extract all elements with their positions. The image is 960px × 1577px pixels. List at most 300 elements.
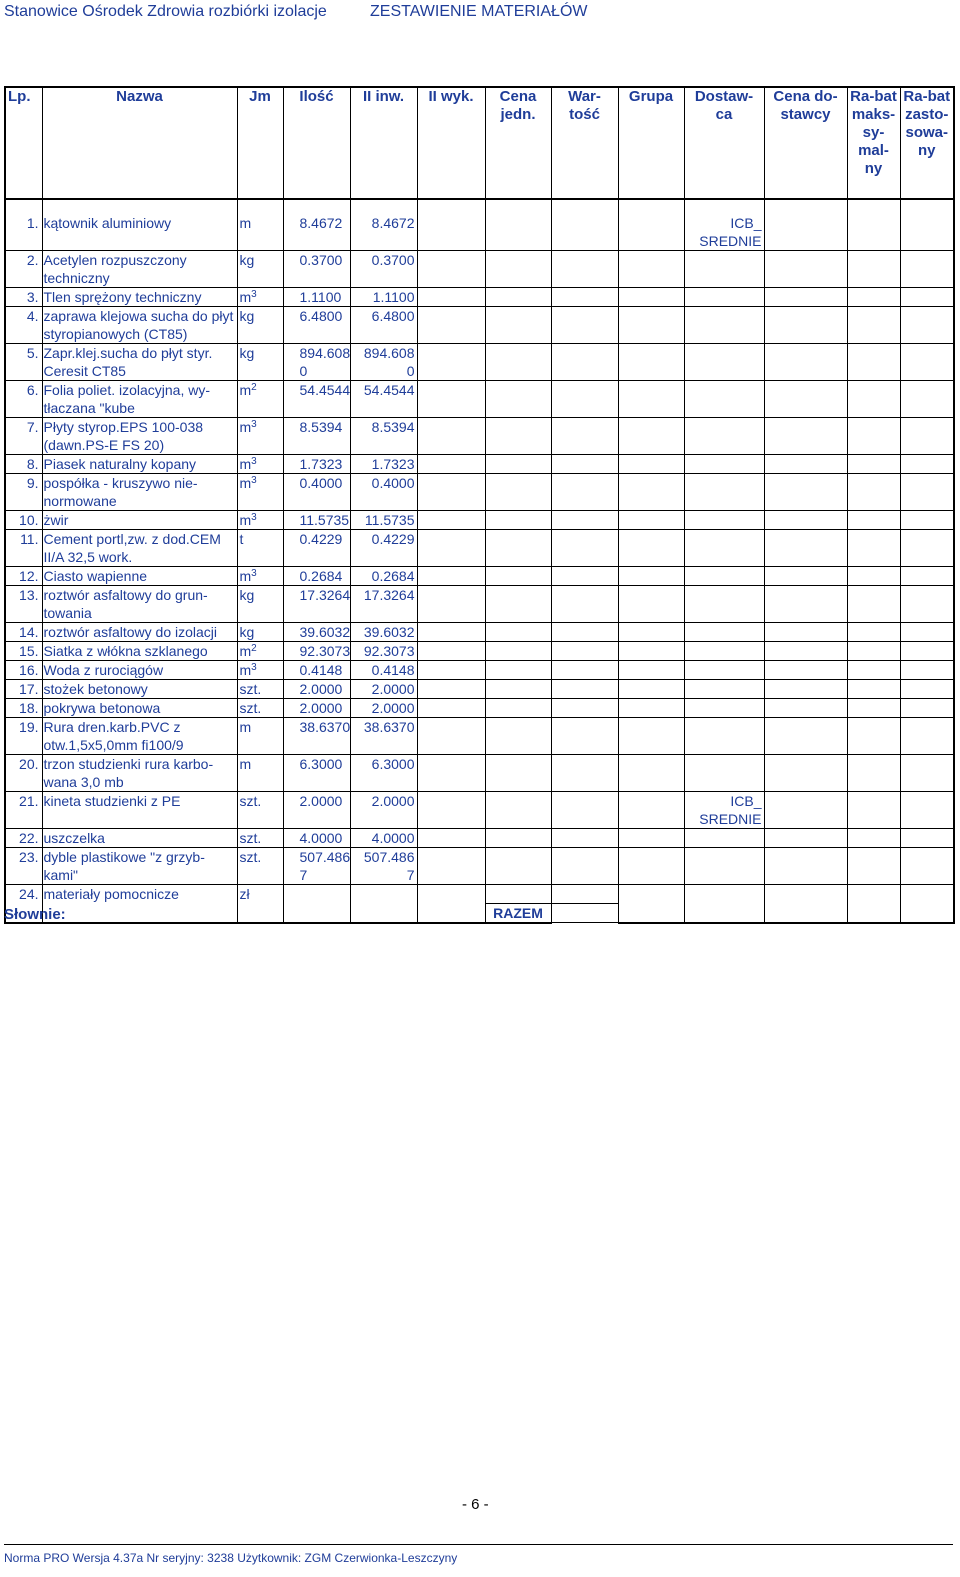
table-row xyxy=(5,307,954,344)
row-rabat-maks xyxy=(847,474,900,511)
row-ii-wyk xyxy=(417,885,485,904)
row-ii-wyk xyxy=(417,829,485,848)
row-qty xyxy=(283,307,350,344)
row-lp-text: 8. xyxy=(26,456,39,472)
table-body xyxy=(5,199,954,923)
row-name xyxy=(42,623,237,642)
row-unit xyxy=(237,511,283,530)
row-name-text: Tlen sprężony techniczny xyxy=(43,289,202,305)
row-unit-text: m xyxy=(239,719,252,735)
row-unit xyxy=(237,288,283,307)
row-unit-text: m xyxy=(239,662,252,678)
materials-table xyxy=(4,86,955,924)
row-ii-inw xyxy=(350,455,417,474)
row-unit-text: kg xyxy=(239,345,255,361)
row-unit xyxy=(237,642,283,661)
row-dostawca xyxy=(684,530,764,567)
row-ii-inw-text: 17.3264 xyxy=(363,587,415,603)
col-header-ii-wyk: II wyk. xyxy=(417,87,485,199)
row-ii-inw-text: 0.4229 xyxy=(371,531,415,547)
row-grupa xyxy=(618,642,684,661)
row-name-text: Folia poliet. izolacyjna, wy-tłaczana "kube xyxy=(43,382,211,416)
row-ii-inw xyxy=(350,885,417,904)
row-rabat-zast xyxy=(900,251,954,288)
row-name xyxy=(42,792,237,829)
row-grupa xyxy=(618,586,684,623)
row-name xyxy=(42,288,237,307)
row-wartosc xyxy=(551,792,618,829)
row-cena-dostawcy xyxy=(764,251,847,288)
row-ii-inw-text: 0.2684 xyxy=(371,568,415,584)
row-rabat-maks xyxy=(847,642,900,661)
row-rabat-zast xyxy=(900,307,954,344)
row-lp xyxy=(5,199,42,251)
row-grupa xyxy=(618,755,684,792)
row-cena-jedn xyxy=(485,792,551,829)
row-name-text: kątownik aluminiowy xyxy=(43,215,172,231)
row-lp-text: 7. xyxy=(26,419,39,435)
row-wartosc xyxy=(551,699,618,718)
row-dostawca xyxy=(684,792,764,829)
row-wartosc xyxy=(551,586,618,623)
row-qty-text: 0.4148 xyxy=(299,662,343,678)
unit-exponent: 3 xyxy=(251,419,257,430)
row-qty xyxy=(283,381,350,418)
row-rabat-maks xyxy=(847,718,900,755)
row-rabat-maks xyxy=(847,381,900,418)
row-dostawca xyxy=(684,567,764,586)
row-rabat-maks xyxy=(847,511,900,530)
row-dostawca xyxy=(684,344,764,381)
table-row xyxy=(5,718,954,755)
row-qty xyxy=(283,418,350,455)
row-grupa xyxy=(618,661,684,680)
row-unit-text: szt. xyxy=(239,793,262,809)
row-lp xyxy=(5,829,42,848)
row-cena-dostawcy xyxy=(764,474,847,511)
row-grupa xyxy=(618,511,684,530)
row-qty-text: 54.4544 xyxy=(299,382,351,398)
row-qty-text: 1.7323 xyxy=(299,456,343,472)
razem-value xyxy=(551,903,618,923)
row-cena-dostawcy xyxy=(764,718,847,755)
row-lp xyxy=(5,381,42,418)
row-rabat-maks xyxy=(847,418,900,455)
row-grupa xyxy=(618,718,684,755)
row-dostawca xyxy=(684,680,764,699)
row-unit xyxy=(237,829,283,848)
row-dostawca xyxy=(684,848,764,885)
row-qty xyxy=(283,567,350,586)
row-cena-jedn xyxy=(485,623,551,642)
row-rabat-maks xyxy=(847,792,900,829)
row-cena-dostawcy xyxy=(764,199,847,251)
row-dostawca xyxy=(684,288,764,307)
row-wartosc xyxy=(551,455,618,474)
row-grupa xyxy=(618,848,684,885)
unit-exponent: 3 xyxy=(251,289,257,300)
table-row xyxy=(5,567,954,586)
row-lp-text: 3. xyxy=(26,289,39,305)
table-row xyxy=(5,199,954,251)
row-rabat-zast xyxy=(900,474,954,511)
row-rabat-zast xyxy=(900,530,954,567)
row-ii-inw xyxy=(350,418,417,455)
row-ii-inw xyxy=(350,307,417,344)
row-rabat-maks xyxy=(847,251,900,288)
row-qty xyxy=(283,829,350,848)
row-ii-inw-text: 11.5735 xyxy=(364,512,415,528)
row-cena-jedn xyxy=(485,418,551,455)
row-dostawca xyxy=(684,699,764,718)
row-ii-wyk xyxy=(417,199,485,251)
row-wartosc xyxy=(551,288,618,307)
row-grupa xyxy=(618,699,684,718)
col-header-ilosc: Ilość xyxy=(283,87,350,199)
row-cena-jedn xyxy=(485,642,551,661)
row-name xyxy=(42,642,237,661)
row-rabat-maks xyxy=(847,288,900,307)
col-header-wartosc: War-tość xyxy=(551,87,618,199)
row-unit-text: m xyxy=(239,289,252,305)
row-qty-text: 0.2684 xyxy=(299,568,343,584)
row-dostawca xyxy=(684,661,764,680)
row-ii-wyk xyxy=(417,307,485,344)
row-rabat-maks xyxy=(847,848,900,885)
row-qty-text: 0.4229 xyxy=(299,531,343,547)
row-unit xyxy=(237,344,283,381)
row-qty xyxy=(283,792,350,829)
row-ii-inw-text: 1.7323 xyxy=(371,456,415,472)
row-qty xyxy=(283,511,350,530)
row-rabat-zast xyxy=(900,792,954,829)
row-ii-inw xyxy=(350,474,417,511)
razem-label: RAZEM xyxy=(485,903,551,923)
row-dostawca xyxy=(684,586,764,623)
row-lp-text: 13. xyxy=(19,587,39,603)
row-rabat-maks xyxy=(847,699,900,718)
row-unit-text: m xyxy=(239,568,252,584)
row-wartosc xyxy=(551,251,618,288)
row-qty xyxy=(283,885,350,904)
row-ii-inw xyxy=(350,623,417,642)
row-cena-dostawcy xyxy=(764,848,847,885)
row-ii-wyk xyxy=(417,530,485,567)
row-wartosc xyxy=(551,829,618,848)
row-unit xyxy=(237,661,283,680)
row-grupa xyxy=(618,251,684,288)
row-rabat-zast xyxy=(900,718,954,755)
row-name xyxy=(42,586,237,623)
row-lp-text: 22. xyxy=(19,830,39,846)
row-ii-inw xyxy=(350,848,417,885)
row-dostawca xyxy=(684,511,764,530)
row-qty xyxy=(283,699,350,718)
row-rabat-zast xyxy=(900,848,954,885)
row-grupa xyxy=(618,288,684,307)
table-row xyxy=(5,474,954,511)
row-unit-text: szt. xyxy=(239,830,262,846)
table-row xyxy=(5,680,954,699)
row-unit xyxy=(237,699,283,718)
row-name-text: zaprawa klejowa sucha do płyt styropianowych (CT85) xyxy=(43,308,234,342)
footer-software-info: Norma PRO Wersja 4.37a Nr seryjny: 3238 Użytkownik: ZGM Czerwionka-Leszczyny xyxy=(4,1551,458,1565)
unit-exponent: 2 xyxy=(251,382,257,393)
row-unit xyxy=(237,718,283,755)
row-rabat-zast xyxy=(900,699,954,718)
row-unit xyxy=(237,586,283,623)
col-header-rabat-maks: Ra-bat maks-sy-mal-ny xyxy=(847,87,900,199)
row-cena-dostawcy xyxy=(764,642,847,661)
row-lp-text: 23. xyxy=(19,849,39,865)
row-dostawca xyxy=(684,755,764,792)
row-ii-wyk xyxy=(417,699,485,718)
row-cena-dostawcy xyxy=(764,307,847,344)
row-cena-dostawcy xyxy=(764,680,847,699)
row-ii-wyk xyxy=(417,474,485,511)
row-grupa xyxy=(618,199,684,251)
row-grupa xyxy=(618,885,684,904)
report-title: ZESTAWIENIE MATERIAŁÓW xyxy=(370,3,588,20)
row-cena-dostawcy xyxy=(764,699,847,718)
row-name xyxy=(42,418,237,455)
row-cena-jedn xyxy=(485,288,551,307)
row-ii-inw-text: 507.486 7 xyxy=(363,849,415,883)
col-header-cena-jedn: Cena jedn. xyxy=(485,87,551,199)
row-rabat-maks xyxy=(847,455,900,474)
row-ii-inw-text: 1.1100 xyxy=(372,289,415,305)
row-dostawca xyxy=(684,251,764,288)
row-qty xyxy=(283,680,350,699)
row-grupa xyxy=(618,530,684,567)
row-unit-text: szt. xyxy=(239,849,262,865)
row-qty-text: 0.3700 xyxy=(299,252,343,268)
row-rabat-maks xyxy=(847,567,900,586)
row-ii-inw xyxy=(350,718,417,755)
row-name xyxy=(42,680,237,699)
row-rabat-zast xyxy=(900,455,954,474)
row-unit-text: kg xyxy=(239,252,255,268)
row-unit xyxy=(237,792,283,829)
row-grupa xyxy=(618,680,684,699)
table-row xyxy=(5,511,954,530)
row-qty xyxy=(283,661,350,680)
row-cena-jedn xyxy=(485,307,551,344)
row-rabat-zast xyxy=(900,199,954,251)
table-row xyxy=(5,418,954,455)
row-lp xyxy=(5,623,42,642)
row-cena-dostawcy xyxy=(764,661,847,680)
row-name xyxy=(42,885,237,904)
row-cena-dostawcy xyxy=(764,755,847,792)
row-ii-inw-text: 2.0000 xyxy=(371,681,415,697)
row-dostawca xyxy=(684,418,764,455)
row-cena-jedn xyxy=(485,680,551,699)
row-name-text: Płyty styrop.EPS 100-038 (dawn.PS-E FS 20) xyxy=(43,419,204,453)
row-name-text: uszczelka xyxy=(43,830,105,846)
row-ii-inw-text: 0.3700 xyxy=(371,252,415,268)
row-unit xyxy=(237,199,283,251)
row-ii-wyk xyxy=(417,718,485,755)
row-lp-text: 10. xyxy=(19,512,39,528)
row-cena-dostawcy xyxy=(764,792,847,829)
row-qty xyxy=(283,455,350,474)
row-ii-inw xyxy=(350,586,417,623)
row-wartosc xyxy=(551,755,618,792)
row-name xyxy=(42,344,237,381)
row-name-text: roztwór asfaltowy do izolacji xyxy=(43,624,218,640)
row-ii-inw xyxy=(350,199,417,251)
row-lp-text: 12. xyxy=(19,568,39,584)
row-lp-text: 20. xyxy=(19,756,39,772)
row-unit-text: kg xyxy=(239,624,255,640)
row-name-text: Acetylen rozpuszczony techniczny xyxy=(43,252,187,286)
row-ii-wyk xyxy=(417,511,485,530)
row-lp xyxy=(5,848,42,885)
row-ii-inw xyxy=(350,699,417,718)
row-rabat-zast xyxy=(900,829,954,848)
row-rabat-zast xyxy=(900,344,954,381)
row-name xyxy=(42,251,237,288)
row-qty xyxy=(283,642,350,661)
row-name xyxy=(42,199,237,251)
row-unit-text: m xyxy=(239,512,252,528)
row-name xyxy=(42,755,237,792)
row-unit-text: m xyxy=(239,643,252,659)
row-cena-jedn xyxy=(485,474,551,511)
row-name xyxy=(42,567,237,586)
row-lp xyxy=(5,511,42,530)
row-lp-text: 4. xyxy=(26,308,39,324)
row-qty-text: 8.5394 xyxy=(299,419,343,435)
table-row xyxy=(5,642,954,661)
row-lp-text: 24. xyxy=(19,886,39,902)
row-cena-dostawcy xyxy=(764,829,847,848)
row-wartosc xyxy=(551,344,618,381)
row-dostawca-text: ICB_ SREDNIE xyxy=(699,215,762,249)
row-name xyxy=(42,530,237,567)
row-lp xyxy=(5,586,42,623)
row-ii-inw xyxy=(350,567,417,586)
row-unit xyxy=(237,307,283,344)
row-name xyxy=(42,455,237,474)
row-lp xyxy=(5,792,42,829)
row-name-text: kineta studzienki z PE xyxy=(43,793,181,809)
row-cena-jedn xyxy=(485,885,551,904)
row-ii-inw xyxy=(350,251,417,288)
row-qty-text: 2.0000 xyxy=(299,681,343,697)
row-lp-text: 19. xyxy=(19,719,39,735)
row-wartosc xyxy=(551,474,618,511)
row-name xyxy=(42,718,237,755)
row-grupa xyxy=(618,418,684,455)
row-name-text: Ciasto wapienne xyxy=(43,568,148,584)
row-wartosc xyxy=(551,199,618,251)
row-rabat-zast xyxy=(900,661,954,680)
row-cena-jedn xyxy=(485,251,551,288)
row-lp xyxy=(5,251,42,288)
unit-exponent: 3 xyxy=(251,456,257,467)
row-unit-text: m xyxy=(239,419,252,435)
row-cena-jedn xyxy=(485,699,551,718)
row-dostawca xyxy=(684,455,764,474)
row-qty-text: 17.3264 xyxy=(299,587,351,603)
row-name-text: roztwór asfaltowy do grun-towania xyxy=(43,587,208,621)
row-unit-text: kg xyxy=(239,587,255,603)
row-ii-inw-text: 0.4148 xyxy=(371,662,415,678)
row-qty-text: 6.4800 xyxy=(299,308,343,324)
row-qty xyxy=(283,623,350,642)
row-rabat-maks xyxy=(847,307,900,344)
row-name-text: Cement portl,zw. z dod.CEM II/A 32,5 work. xyxy=(43,531,221,565)
row-lp-text: 15. xyxy=(19,643,39,659)
row-ii-inw xyxy=(350,792,417,829)
row-cena-dostawcy xyxy=(764,455,847,474)
row-rabat-zast xyxy=(900,623,954,642)
col-header-ii-inw: II inw. xyxy=(350,87,417,199)
row-name xyxy=(42,511,237,530)
row-ii-inw-text: 8.5394 xyxy=(371,419,415,435)
row-lp xyxy=(5,474,42,511)
table-row xyxy=(5,848,954,885)
row-wartosc xyxy=(551,661,618,680)
row-ii-wyk xyxy=(417,661,485,680)
row-cena-jedn xyxy=(485,848,551,885)
row-qty xyxy=(283,530,350,567)
row-ii-wyk xyxy=(417,251,485,288)
table-row xyxy=(5,623,954,642)
document-title: Stanowice Ośrodek Zdrowia rozbiórki izolacje xyxy=(4,3,327,20)
table-row xyxy=(5,661,954,680)
row-unit xyxy=(237,680,283,699)
table-row xyxy=(5,885,954,904)
row-cena-jedn xyxy=(485,755,551,792)
row-lp xyxy=(5,642,42,661)
row-ii-wyk xyxy=(417,344,485,381)
row-dostawca xyxy=(684,307,764,344)
row-rabat-zast xyxy=(900,680,954,699)
row-qty-text: 8.4672 xyxy=(299,215,343,231)
row-wartosc xyxy=(551,642,618,661)
table-row xyxy=(5,530,954,567)
row-unit xyxy=(237,530,283,567)
row-name xyxy=(42,829,237,848)
table-row xyxy=(5,792,954,829)
row-name-text: Zapr.klej.sucha do płyt styr. Ceresit CT85 xyxy=(43,345,213,379)
table-row xyxy=(5,699,954,718)
row-rabat-maks xyxy=(847,661,900,680)
row-grupa xyxy=(618,792,684,829)
row-lp xyxy=(5,680,42,699)
row-ii-wyk xyxy=(417,455,485,474)
row-lp-text: 14. xyxy=(19,624,39,640)
unit-exponent: 3 xyxy=(251,568,257,579)
row-qty-text: 4.0000 xyxy=(299,830,343,846)
row-ii-wyk xyxy=(417,792,485,829)
table-row xyxy=(5,344,954,381)
row-unit xyxy=(237,848,283,885)
row-ii-inw xyxy=(350,661,417,680)
row-ii-inw xyxy=(350,381,417,418)
row-name-text: Piasek naturalny kopany xyxy=(43,456,197,472)
row-qty-text: 2.0000 xyxy=(299,793,343,809)
row-unit-text: t xyxy=(239,531,244,547)
row-ii-inw-text: 6.4800 xyxy=(371,308,415,324)
row-wartosc xyxy=(551,718,618,755)
row-ii-inw xyxy=(350,680,417,699)
row-unit-text: m xyxy=(239,215,252,231)
row-wartosc xyxy=(551,511,618,530)
